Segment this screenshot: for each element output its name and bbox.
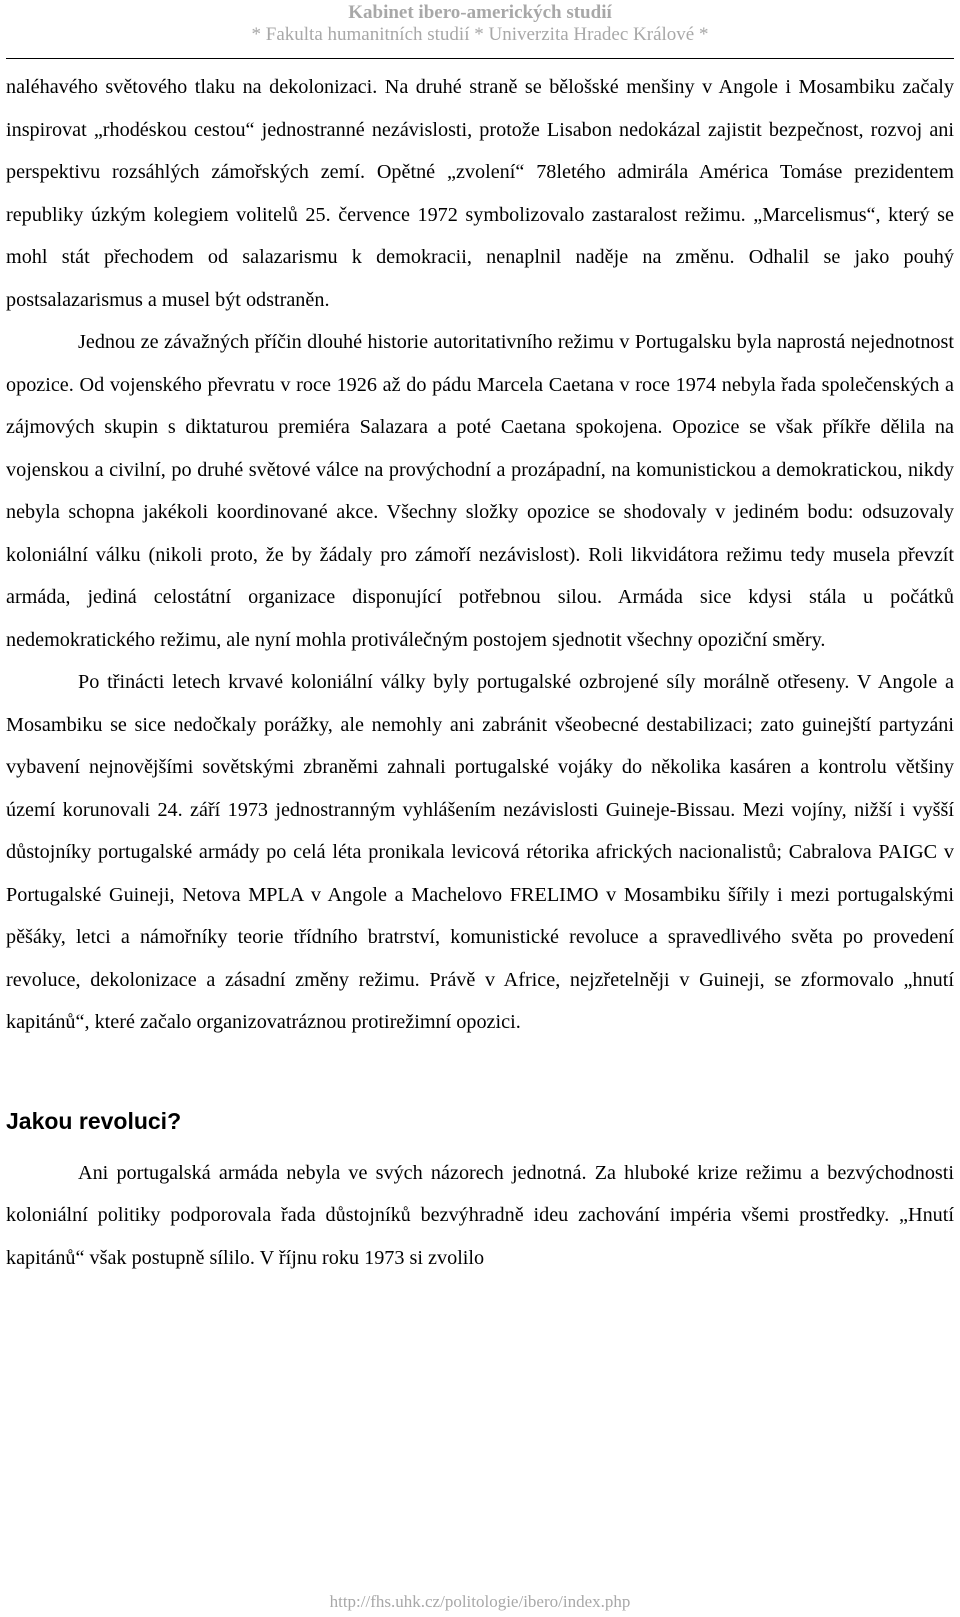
- document-body: [6, 66, 954, 1279]
- paragraph-4: Ani portugalská armáda nebyla ve svých názorech jednotná. Za hluboké krize režimu a bezvýchodnosti koloniální politiky podporovala řada důstojníků bezvýhradně ideu zachování impéria všemi prostředky. „Hnutí kapitánů“ však postupně sílilo. V říjnu roku 1973 si zvolilo: [6, 1161, 954, 1269]
- paragraph-3: Po třinácti letech krvavé koloniální války byly portugalské ozbrojené síly morálně otřeseny. V Angole a Mosambiku se sice nedočkaly porážky, ale nemohly ani zabránit všeobecné destabilizaci; zato guinejští partyzáni vybavení nejnovějšími sovětskými zbraněmi zahnali portugalské vojáky do několika kasáren a kontrolu většiny území korunovali 24. září 1973 jednostranným vyhlášením nezávislosti Guineje-Bissau. Mezi vojíny, nižší i vyšší důstojníky portugalské armády po celá léta pronikala levicová rétorika afrických nacionalistů; Cabralova PAIGC v Portugalské Guineji, Netova MPLA v Angole a Machelovo FRELIMO v Mosambiku šířily i mezi portugalskými pěšáky, letci a námořníky teorie třídního bratrství, komunistické revoluce a spravedlivého světa po provedení revoluce, dekolonizace a zásadní změny režimu. Právě v Africe, nejzřetelněji v Guineji, se zformovalo „hnutí kapitánů“, které začalo organizovatráznou protirežimní opozici.: [6, 671, 954, 1033]
- header-subtitle: * Fakulta humanitních studií * Univerzita Hradec Králové *: [251, 24, 709, 45]
- header-title: Kabinet ibero-amerických studií: [348, 2, 612, 23]
- page-header: [0, 0, 960, 46]
- header-divider: [6, 58, 954, 59]
- paragraph-1: naléhavého světového tlaku na dekolonizaci. Na druhé straně se bělošské menšiny v Angole i Mosambiku začaly inspirovat „rhodéskou cestou“ jednostranné nezávislosti, protože Lisabon nedokázal zajistit bezpečnost, rozvoj ani perspektivu rozsáhlých zámořských zemí. Opětné „zvolení“ 78letého admirála América Tomáse prezidentem republiky úzkým kolegiem volitelů 25. července 1972 symbolizovalo zastaralost režimu. „Marcelismus“, který se mohl stát přechodem od salazarismu k demokracii, nenaplnil naděje na změnu. Odhalil se jako pouhý postsalazarismus a musel být odstraněn.: [6, 76, 954, 311]
- page-footer-url: http://fhs.uhk.cz/politologie/ibero/index.php: [329, 1592, 631, 1611]
- paragraph-2: Jednou ze závažných příčin dlouhé historie autoritativního režimu v Portugalsku byla naprostá nejednotnost opozice. Od vojenského převratu v roce 1926 až do pádu Marcela Caetana v roce 1974 nebyla řada společenských a zájmových skupin s diktaturou premiéra Salazara a poté Caetana spokojena. Opozice se však příkře dělila na vojenskou a civilní, po druhé světové válce na provýchodní a prozápadní, na komunistickou a demokratickou, nikdy nebyla schopna jakékoli koordinované akce. Všechny složky opozice se shodovaly v jediném bodu: odsuzovaly koloniální válku (nikoli proto, že by žádaly pro zámoří nezávislost). Roli likvidátora režimu tedy musela převzít armáda, jediná celostátní organizace disponující potřebnou silou. Armáda sice kdysi stála u počátků nedemokratického režimu, ale nyní mohla protiválečným postojem sjednotit všechny opoziční směry.: [6, 331, 954, 651]
- section-heading: Jakou revoluci?: [6, 1107, 182, 1134]
